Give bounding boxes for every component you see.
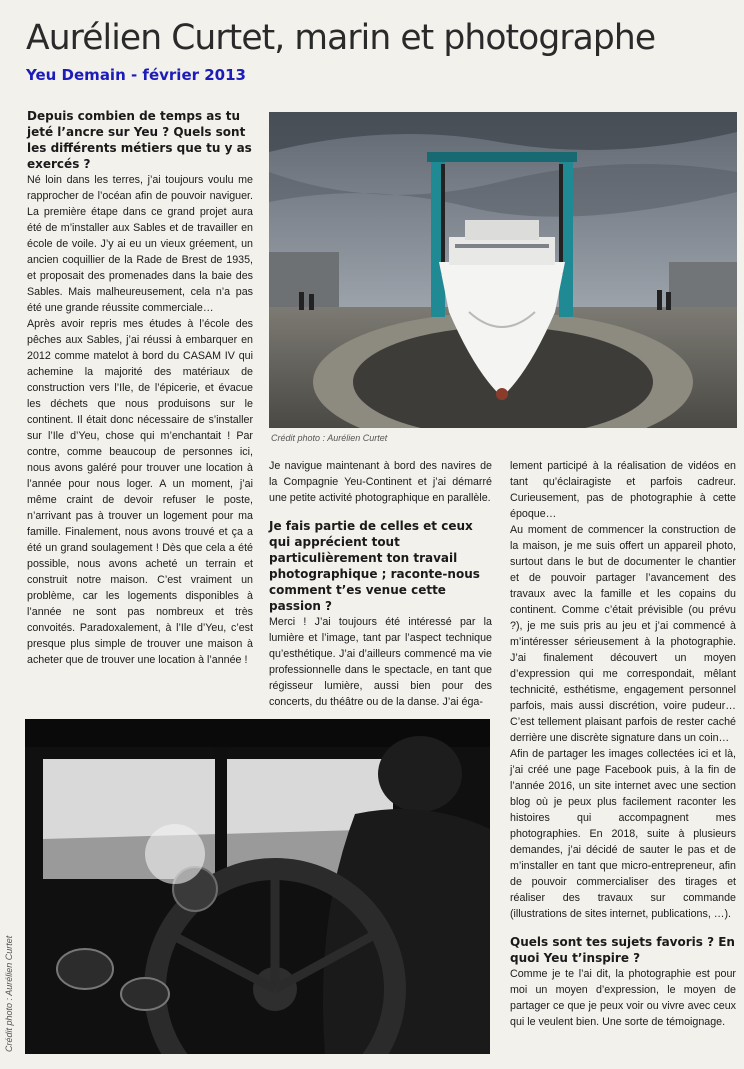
answer-1-paragraph-1: Né loin dans les terres, j’ai toujours voulu me rapprocher de l’océan afin de pouvoir naviguer. La première étape dans ce grand projet aura été de m’installer aux Sables et de travailler en école de voile. J’y ai eu un vieux gréement, un ancien coquillier de la Rade de Brest de 1935, et proposait des promenades dans la baie des Sables. Mais malheureusement, cela n’a pas été une grande réussite commerciale… (27, 174, 253, 314)
column-3 (510, 458, 736, 1030)
answer-1-paragraph-2: Après avoir repris mes études à l’école des pêches aux Sables, j’ai réussi à embarquer en 2012 comme matelot à bord du CASAM IV qui achemine la majorité des matériaux de construction vers l’Ile, de l’épicerie, et évacue les déchets que nous produisons sur le continent. Il était donc nécessaire de s’installer sur l’Ile d’Yeu, chose qui m’enchantait ! Par contre, comme beaucoup de personnes ici, nous avons galéré pour trouver une location à l’année pour nous loger. A un moment, j’ai même craint de devoir refuser le poste, n’arrivant pas à trouver un logement pour ma famille. Finalement, nous avons trouvé et ça a été un grand soulagement ! Dès que cela a été possible, nous avons acheté un terrain et construit notre maison. C’est vraiment un problème, car les logements disponibles à l’année ne sont pas nombreux et très convoités. Paradoxalement, à l’Ile d’Yeu, c’est presque plus simple de trouver une maison à acheter que de trouver une location à l’année ! (27, 318, 253, 666)
column-3-paragraph-1: lement participé à la réalisation de vidéos en tant qu’éclairagiste et parfois cadreur. Curieusement, pas de photographie à cette époque… (510, 460, 736, 520)
drydock-ship-photo (269, 112, 737, 428)
wheelhouse-photo (25, 719, 490, 1054)
wheelhouse-illustration (25, 719, 490, 1054)
question-1: Depuis combien de temps as tu jeté l’ancre sur Yeu ? Quels sont les différents métiers que tu y as exercés ? (27, 109, 252, 171)
answer-2-paragraph: Merci ! J’ai toujours été intéressé par la lumière et l’image, tant par l’aspect technique qu’esthétique. J’ai d’ailleurs commencé ma vie professionnelle dans le spectacle, en tant que régisseur lumière, aussi bien pour des concerts, du théâtre ou de la danse. J’ai éga- (269, 616, 492, 708)
answer-3-paragraph: Comme je te l’ai dit, la photographie est pour moi un moyen d’expression, le moyen de partager ce que je peux voir ou vivre avec ceux qui le veulent bien. Une sorte de témoignage. (510, 968, 736, 1028)
column-1 (27, 108, 253, 668)
question-3: Quels sont tes sujets favoris ? En quoi Yeu t’inspire ? (510, 935, 735, 965)
column-3-paragraph-2: Au moment de commencer la construction de la maison, je me suis offert un appareil photo, surtout dans le but de documenter le chantier et de pouvoir partager l’avancement des travaux avec la famille et les copains du continent. Comme c’était prévisible (ou prévu ?), je me suis pris au jeu et j’ai commencé à m’intéresser sérieusement à la photographie. J’ai finalement découvert un moyen d’expression qui me correspondait, mêlant technicité, esthétisme, engagement personnel parfois, mais aussi discrétion, voire pudeur… C’est tellement plaisant parfois de rester caché derrière une discrète signature dans un coin… (510, 524, 736, 744)
column-2 (269, 458, 492, 710)
bottom-photo-credit: Crédit photo : Aurélien Curtet (4, 935, 14, 1052)
column-2-paragraph-1: Je navigue maintenant à bord des navires de la Compagnie Yeu-Continent et j’ai démarré une petite activité photographique en parallèle. (269, 460, 492, 504)
drydock-ship-illustration (269, 112, 737, 428)
column-3-paragraph-3: Afin de partager les images collectées ici et là, j’ai créé une page Facebook puis, à la fin de l’année 2016, un site internet avec une section blog où je peux plus facilement raconter les histoires qui accompagnent mes photographies. En 2018, suite à plusieurs demandes, j’ai décidé de sauter le pas et de m’installer en tant que micro-entrepreneur, afin de pouvoir commercialiser des tirages et réaliser des travaux sur commande (illustrations de sites internet, publications, …). (510, 748, 736, 920)
publication-source: Yeu Demain - février 2013 (26, 66, 246, 84)
question-2: Je fais partie de celles et ceux qui apprécient tout particulièrement ton travail photographique ; raconte-nous comment t’es venue cette passion ? (269, 519, 480, 613)
top-photo-credit: Crédit photo : Aurélien Curtet (271, 433, 388, 443)
article-title: Aurélien Curtet, marin et photographe (26, 18, 656, 58)
